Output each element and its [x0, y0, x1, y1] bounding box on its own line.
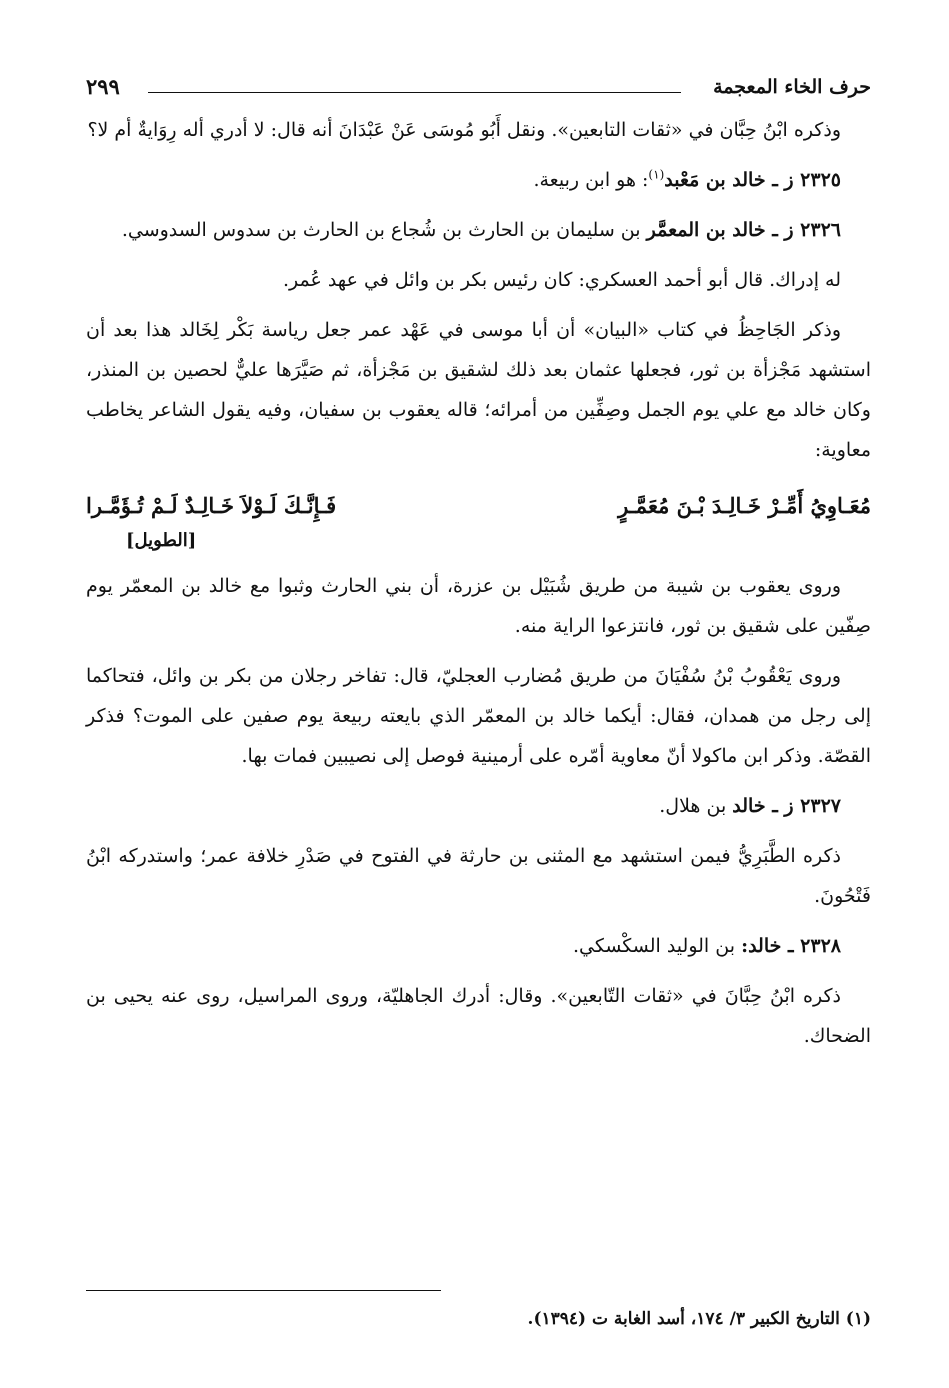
poem-meter: [الطويل] [126, 530, 197, 551]
paragraph-ibn-hibban: وذكره ابْنُ حِبَّان في «ثقات التابعين». ونقل أَبُو مُوسَى عَنْ عَبْدَانَ أنه قال: لا أدري أله رِوَايةٌ أم لا؟ [87, 119, 841, 141]
page-number: ٢٩٩ [86, 74, 120, 99]
entry-2327-text: بن هلال. [659, 795, 727, 817]
paragraph-last: ذكره ابْنُ حِبَّانَ في «ثقات التّابعين». وقال: أدرك الجاهليّة، وروى المراسيل، روى عنه يحيى بن الضحاك. [86, 985, 871, 1047]
paragraph-jahiz: وذكر الجَاحِظُ في كتاب «البيان» أن أبا موسى في عَهْد عمر جعل رياسة بَكْر لِخَالد هذا بعد أن استشهد مَجْزأة بن ثور، فجعلها عثمان بعد ذلك لشقيق بن مَجْزأة، ثم صَيَّرَها عليٌّ لحصين بن المنذر، وكان خالد مع علي يوم الجمل وصِفِّين من أمرائه؛ قاله يعقوب بن سفيان، وفيه يقول الشاعر يخاطب معاوية: [86, 319, 871, 461]
entry-2325-text: : هو ابن ربيعة. [533, 169, 649, 191]
entry-2328 [86, 926, 871, 966]
entry-2326-text: بن سليمان بن الحارث بن شُجاع بن الحارث بن سدوس السدوسي. [121, 219, 641, 241]
entry-2326-head: ٢٣٢٦ ز ـ خالد بن المعمَّر [646, 219, 841, 241]
entry-2325-head: ٢٣٢٥ ز ـ خالد بن مَعْبد [664, 169, 841, 191]
entry-2327 [86, 786, 871, 826]
page-header [86, 70, 871, 110]
header-rule [148, 92, 681, 93]
paragraph-tabari: ذكره الطَّبَرِيُّ فيمن استشهد مع المثنى بن حارثة في الفتوح في صَدْرِ خلافة عمر؛ واستدركه ابْنُ فَتْحُونَ. [86, 845, 871, 907]
running-title: حرف الخاء المعجمة [713, 76, 871, 98]
footnote-rule [86, 1290, 441, 1291]
verse-second-hemistich: فَـإِنَّـكَ لَـوْلاَ خَـالِـدٌ لَـمْ تُـؤَمَّـرا [86, 493, 337, 518]
entry-2326 [86, 210, 871, 250]
paragraph-yaqub-shayba: وروى يعقوب بن شيبة من طريق شُبَيْل بن عزرة، أن بني الحارث وثبوا مع خالد بن المعمّر يوم صِفّين على شقيق بن ثور، فانتزعوا الراية منه. [86, 575, 871, 637]
footnote-ref[interactable]: (١) [648, 167, 665, 182]
book-page [86, 70, 871, 1329]
entry-2328-head: ٢٣٢٨ ـ خالد: [741, 935, 841, 957]
entry-2327-head: ٢٣٢٧ ز ـ خالد [732, 795, 841, 817]
paragraph-idrak: له إدراك. قال أبو أحمد العسكري: كان رئيس بكر بن وائل في عهد عُمر. [282, 269, 841, 291]
entry-2325 [86, 160, 871, 200]
poem-verse [86, 486, 871, 526]
paragraph-yaqub-sufyan: وروى يَعْقُوبُ بْنُ سُفْيَانَ من طريق مُضارب العجليّ، قال: تفاخر رجلان من بكر بن وائل، فتحاكما إلى رجل من همدان، فقال: أيكما خالد بن المعمّر الذي بايعته ربيعة يوم صفين على الموت؟ فذكر القصّة. وذكر ابن ماكولا أنّ معاوية أمّره على أرمينية فوصل إلى نصيبين فمات بها. [86, 665, 871, 767]
entry-2328-text: بن الوليد السكْسكي. [572, 935, 736, 957]
footnote: (١) التاريخ الكبير ٣/ ١٧٤، أسد الغابة ت (١٣٩٤). [527, 1309, 871, 1329]
verse-first-hemistich: مُعَـاوِيُ أَمِّـرْ خَـالِـدَ بْـنَ مُعَمَّـرٍ [618, 493, 871, 518]
